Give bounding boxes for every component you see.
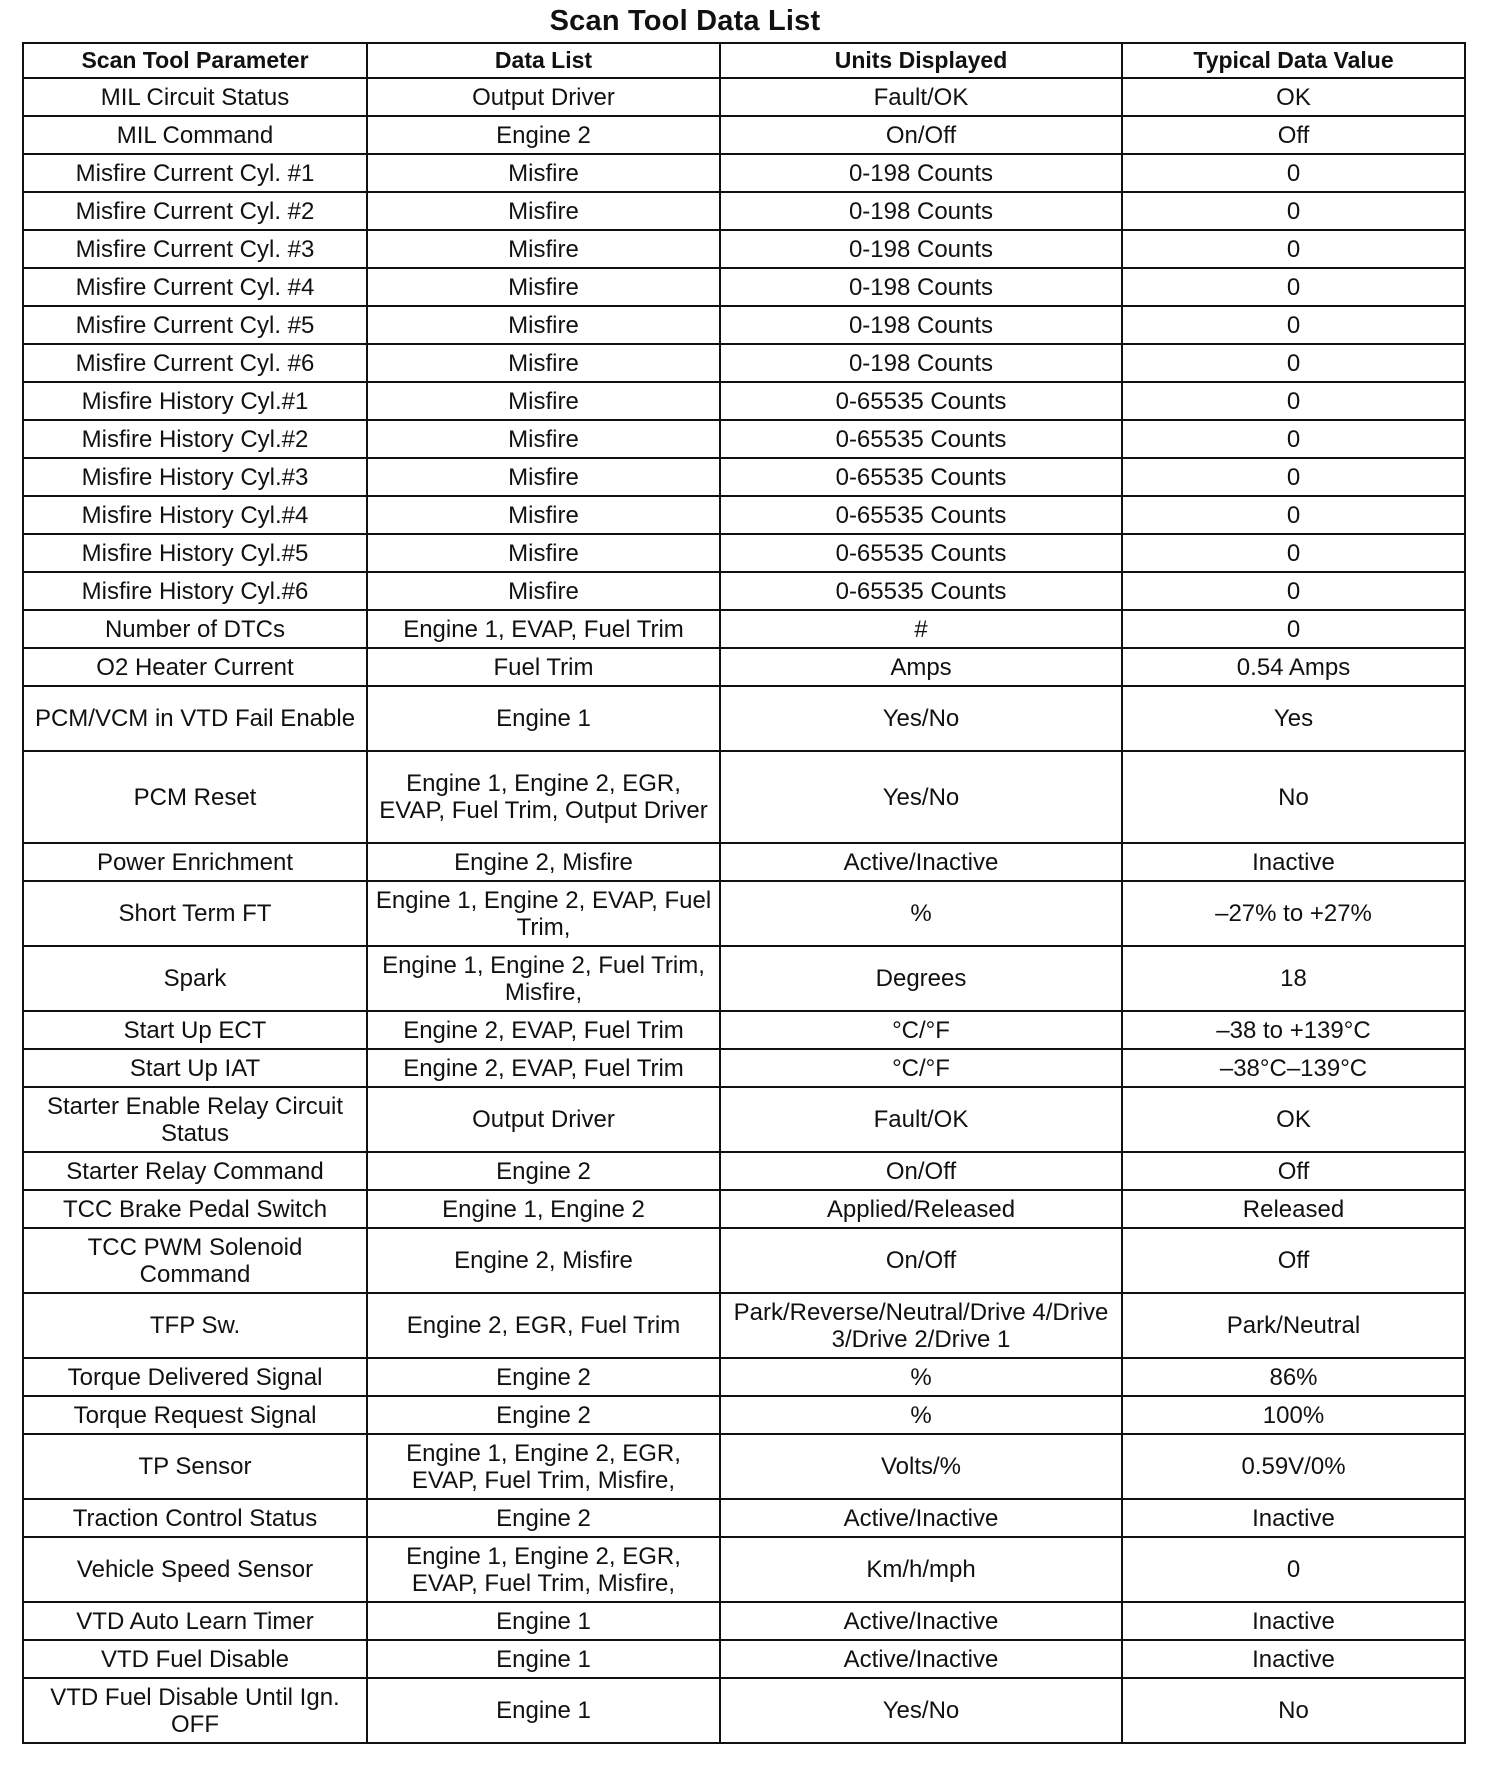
cell-data-list: Engine 2	[367, 1499, 720, 1537]
table-row	[23, 1049, 1465, 1087]
cell-parameter: MIL Circuit Status	[23, 78, 367, 116]
cell-parameter: Misfire Current Cyl. #3	[23, 230, 367, 268]
cell-data-list: Output Driver	[367, 78, 720, 116]
header-row	[23, 43, 1465, 78]
cell-data-list: Misfire	[367, 572, 720, 610]
cell-units: 0-198 Counts	[720, 344, 1122, 382]
cell-units: %	[720, 1358, 1122, 1396]
cell-typical-value: 0	[1122, 610, 1465, 648]
table-row	[23, 1011, 1465, 1049]
cell-units: Km/h/mph	[720, 1537, 1122, 1602]
cell-data-list: Misfire	[367, 230, 720, 268]
cell-parameter: Starter Enable Relay Circuit Status	[23, 1087, 367, 1152]
page-title: Scan Tool Data List	[549, 5, 821, 37]
cell-units: 0-65535 Counts	[720, 382, 1122, 420]
cell-typical-value: Inactive	[1122, 843, 1465, 881]
cell-parameter: TP Sensor	[23, 1434, 367, 1499]
header-data-list: Data List	[367, 43, 720, 78]
cell-parameter: Misfire Current Cyl. #2	[23, 192, 367, 230]
cell-units: Yes/No	[720, 1678, 1122, 1743]
cell-typical-value: 0	[1122, 420, 1465, 458]
cell-parameter: Misfire Current Cyl. #1	[23, 154, 367, 192]
cell-typical-value: 0	[1122, 306, 1465, 344]
table-row	[23, 420, 1465, 458]
table-row	[23, 458, 1465, 496]
table-row	[23, 154, 1465, 192]
cell-data-list: Engine 1, EVAP, Fuel Trim	[367, 610, 720, 648]
table-row	[23, 648, 1465, 686]
cell-data-list: Misfire	[367, 268, 720, 306]
cell-units: Yes/No	[720, 751, 1122, 843]
cell-data-list: Engine 2, Misfire	[367, 843, 720, 881]
table-row	[23, 1152, 1465, 1190]
cell-units: Active/Inactive	[720, 1602, 1122, 1640]
table-row	[23, 78, 1465, 116]
table-row	[23, 1087, 1465, 1152]
table-row	[23, 1228, 1465, 1293]
cell-data-list: Engine 1, Engine 2	[367, 1190, 720, 1228]
cell-parameter: Start Up ECT	[23, 1011, 367, 1049]
table-row	[23, 946, 1465, 1011]
cell-typical-value: 0	[1122, 1537, 1465, 1602]
cell-data-list: Engine 2	[367, 1152, 720, 1190]
table-row	[23, 572, 1465, 610]
cell-data-list: Engine 2, EVAP, Fuel Trim	[367, 1049, 720, 1087]
cell-typical-value: 86%	[1122, 1358, 1465, 1396]
header-typical-value: Typical Data Value	[1122, 43, 1465, 78]
cell-data-list: Engine 1, Engine 2, EGR, EVAP, Fuel Trim, Misfire,	[367, 1434, 720, 1499]
cell-data-list: Misfire	[367, 192, 720, 230]
table-row	[23, 116, 1465, 154]
table-row	[23, 881, 1465, 946]
header-parameter: Scan Tool Parameter	[23, 43, 367, 78]
table-row	[23, 751, 1465, 843]
cell-units: Park/Reverse/Neutral/Drive 4/Drive 3/Drive 2/Drive 1	[720, 1293, 1122, 1358]
table-row	[23, 268, 1465, 306]
cell-data-list: Output Driver	[367, 1087, 720, 1152]
cell-units: 0-65535 Counts	[720, 496, 1122, 534]
cell-data-list: Misfire	[367, 306, 720, 344]
cell-typical-value: 0	[1122, 230, 1465, 268]
cell-parameter: Misfire Current Cyl. #5	[23, 306, 367, 344]
table-row	[23, 1640, 1465, 1678]
table-row	[23, 230, 1465, 268]
table-row	[23, 1602, 1465, 1640]
table-row	[23, 382, 1465, 420]
cell-parameter: Start Up IAT	[23, 1049, 367, 1087]
cell-typical-value: –38 to +139°C	[1122, 1011, 1465, 1049]
cell-data-list: Engine 1, Engine 2, Fuel Trim, Misfire,	[367, 946, 720, 1011]
cell-typical-value: 0.59V/0%	[1122, 1434, 1465, 1499]
cell-units: Active/Inactive	[720, 1499, 1122, 1537]
cell-units: Fault/OK	[720, 1087, 1122, 1152]
cell-typical-value: Released	[1122, 1190, 1465, 1228]
cell-typical-value: 0	[1122, 382, 1465, 420]
table-row	[23, 1537, 1465, 1602]
table-row	[23, 1358, 1465, 1396]
scan-tool-data-table	[22, 42, 1466, 1744]
cell-parameter: Short Term FT	[23, 881, 367, 946]
cell-data-list: Engine 2, EVAP, Fuel Trim	[367, 1011, 720, 1049]
cell-units: Applied/Released	[720, 1190, 1122, 1228]
cell-parameter: VTD Auto Learn Timer	[23, 1602, 367, 1640]
cell-typical-value: 0	[1122, 458, 1465, 496]
cell-units: 0-198 Counts	[720, 306, 1122, 344]
cell-data-list: Engine 2	[367, 1396, 720, 1434]
cell-typical-value: 0.54 Amps	[1122, 648, 1465, 686]
cell-data-list: Engine 2	[367, 1358, 720, 1396]
cell-typical-value: Yes	[1122, 686, 1465, 751]
table-row	[23, 344, 1465, 382]
cell-parameter: TCC Brake Pedal Switch	[23, 1190, 367, 1228]
cell-parameter: Starter Relay Command	[23, 1152, 367, 1190]
cell-units: °C/°F	[720, 1011, 1122, 1049]
cell-parameter: Torque Delivered Signal	[23, 1358, 367, 1396]
cell-parameter: Torque Request Signal	[23, 1396, 367, 1434]
cell-units: %	[720, 1396, 1122, 1434]
cell-units: 0-65535 Counts	[720, 534, 1122, 572]
cell-typical-value: Inactive	[1122, 1602, 1465, 1640]
cell-units: #	[720, 610, 1122, 648]
cell-parameter: Misfire History Cyl.#2	[23, 420, 367, 458]
cell-units: Degrees	[720, 946, 1122, 1011]
cell-units: Yes/No	[720, 686, 1122, 751]
table-row	[23, 1499, 1465, 1537]
cell-typical-value: Off	[1122, 116, 1465, 154]
cell-data-list: Engine 1, Engine 2, EGR, EVAP, Fuel Trim, Output Driver	[367, 751, 720, 843]
cell-units: Amps	[720, 648, 1122, 686]
cell-data-list: Misfire	[367, 420, 720, 458]
table-row	[23, 496, 1465, 534]
cell-data-list: Misfire	[367, 154, 720, 192]
cell-typical-value: Park/Neutral	[1122, 1293, 1465, 1358]
cell-typical-value: 18	[1122, 946, 1465, 1011]
cell-typical-value: 0	[1122, 268, 1465, 306]
cell-parameter: Traction Control Status	[23, 1499, 367, 1537]
cell-parameter: Spark	[23, 946, 367, 1011]
cell-units: Volts/%	[720, 1434, 1122, 1499]
cell-units: Fault/OK	[720, 78, 1122, 116]
cell-units: 0-198 Counts	[720, 154, 1122, 192]
cell-typical-value: Off	[1122, 1228, 1465, 1293]
cell-typical-value: 0	[1122, 534, 1465, 572]
table-row	[23, 192, 1465, 230]
cell-parameter: Misfire History Cyl.#5	[23, 534, 367, 572]
cell-parameter: Misfire History Cyl.#6	[23, 572, 367, 610]
cell-units: On/Off	[720, 1228, 1122, 1293]
cell-data-list: Fuel Trim	[367, 648, 720, 686]
cell-units: 0-65535 Counts	[720, 458, 1122, 496]
cell-typical-value: –38°C–139°C	[1122, 1049, 1465, 1087]
cell-parameter: Misfire Current Cyl. #4	[23, 268, 367, 306]
cell-data-list: Engine 1, Engine 2, EGR, EVAP, Fuel Trim, Misfire,	[367, 1537, 720, 1602]
header-units: Units Displayed	[720, 43, 1122, 78]
cell-typical-value: OK	[1122, 78, 1465, 116]
cell-typical-value: 100%	[1122, 1396, 1465, 1434]
cell-typical-value: 0	[1122, 344, 1465, 382]
cell-typical-value: 0	[1122, 154, 1465, 192]
cell-typical-value: Inactive	[1122, 1640, 1465, 1678]
cell-data-list: Engine 1, Engine 2, EVAP, Fuel Trim,	[367, 881, 720, 946]
cell-typical-value: Inactive	[1122, 1499, 1465, 1537]
cell-data-list: Engine 1	[367, 1640, 720, 1678]
cell-parameter: MIL Command	[23, 116, 367, 154]
cell-data-list: Misfire	[367, 382, 720, 420]
table-row	[23, 1434, 1465, 1499]
cell-typical-value: 0	[1122, 496, 1465, 534]
cell-parameter: Vehicle Speed Sensor	[23, 1537, 367, 1602]
table-row	[23, 534, 1465, 572]
cell-units: °C/°F	[720, 1049, 1122, 1087]
cell-units: 0-65535 Counts	[720, 572, 1122, 610]
cell-parameter: Misfire History Cyl.#3	[23, 458, 367, 496]
cell-parameter: Misfire History Cyl.#4	[23, 496, 367, 534]
cell-units: On/Off	[720, 1152, 1122, 1190]
cell-units: Active/Inactive	[720, 1640, 1122, 1678]
table-row	[23, 306, 1465, 344]
cell-data-list: Misfire	[367, 534, 720, 572]
cell-data-list: Misfire	[367, 344, 720, 382]
cell-data-list: Engine 2, EGR, Fuel Trim	[367, 1293, 720, 1358]
cell-data-list: Engine 2	[367, 116, 720, 154]
cell-parameter: VTD Fuel Disable Until Ign. OFF	[23, 1678, 367, 1743]
cell-parameter: TFP Sw.	[23, 1293, 367, 1358]
cell-typical-value: OK	[1122, 1087, 1465, 1152]
table-row	[23, 843, 1465, 881]
cell-data-list: Misfire	[367, 496, 720, 534]
cell-typical-value: 0	[1122, 572, 1465, 610]
cell-units: On/Off	[720, 116, 1122, 154]
cell-parameter: Misfire Current Cyl. #6	[23, 344, 367, 382]
cell-parameter: VTD Fuel Disable	[23, 1640, 367, 1678]
cell-parameter: O2 Heater Current	[23, 648, 367, 686]
cell-data-list: Engine 1	[367, 686, 720, 751]
table-row	[23, 1293, 1465, 1358]
table-row	[23, 610, 1465, 648]
cell-typical-value: No	[1122, 1678, 1465, 1743]
cell-parameter: Number of DTCs	[23, 610, 367, 648]
cell-data-list: Misfire	[367, 458, 720, 496]
table-row	[23, 1190, 1465, 1228]
cell-units: Active/Inactive	[720, 843, 1122, 881]
cell-parameter: Power Enrichment	[23, 843, 367, 881]
cell-units: 0-65535 Counts	[720, 420, 1122, 458]
cell-units: 0-198 Counts	[720, 268, 1122, 306]
cell-units: 0-198 Counts	[720, 230, 1122, 268]
cell-parameter: TCC PWM Solenoid Command	[23, 1228, 367, 1293]
cell-typical-value: No	[1122, 751, 1465, 843]
table-row	[23, 686, 1465, 751]
cell-data-list: Engine 1	[367, 1602, 720, 1640]
cell-units: %	[720, 881, 1122, 946]
cell-parameter: Misfire History Cyl.#1	[23, 382, 367, 420]
cell-typical-value: 0	[1122, 192, 1465, 230]
cell-data-list: Engine 1	[367, 1678, 720, 1743]
cell-parameter: PCM Reset	[23, 751, 367, 843]
table-row	[23, 1678, 1465, 1743]
cell-data-list: Engine 2, Misfire	[367, 1228, 720, 1293]
table-row	[23, 1396, 1465, 1434]
cell-units: 0-198 Counts	[720, 192, 1122, 230]
cell-typical-value: Off	[1122, 1152, 1465, 1190]
cell-typical-value: –27% to +27%	[1122, 881, 1465, 946]
cell-parameter: PCM/VCM in VTD Fail Enable	[23, 686, 367, 751]
